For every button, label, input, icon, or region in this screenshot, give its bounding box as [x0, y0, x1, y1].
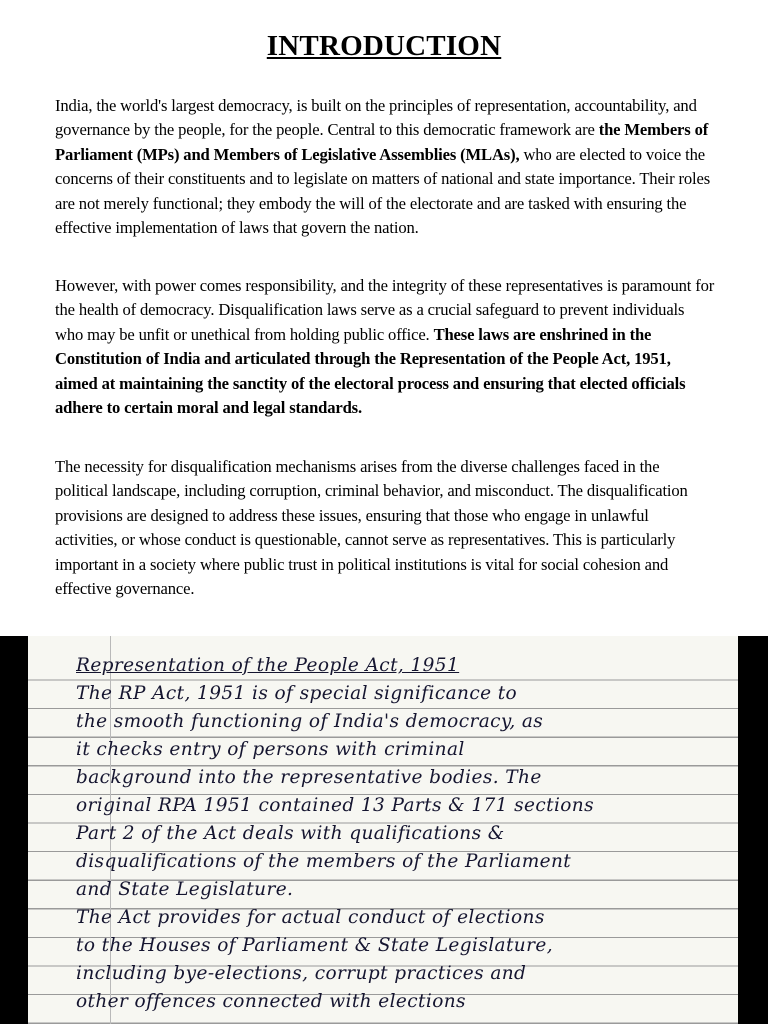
p2-bold-text: These laws are enshrined in the Constitution of India and articulated through the Representation of the People Act, 1951, aimed at maintaining the sanctity of the electoral process and ensuring that elected officials adhere to certain moral and legal standards.: [55, 324, 686, 418]
handwritten-line: the smooth functioning of India's democracy, as: [76, 711, 544, 732]
handwritten-line: to the Houses of Parliament & State Legislature,: [76, 935, 553, 956]
p1-text-end: who are elected to voice the concerns of their constituents and to legislate on matters of national and state importance. Their roles are not merely functional; they embody the will of the electorate and are tasked with ensuring the effective implementation of laws that govern the nation.: [55, 144, 711, 238]
handwritten-line: it checks entry of persons with criminal: [76, 739, 465, 760]
handwritten-line: and State Legislature.: [76, 879, 294, 900]
handwritten-notes: [76, 652, 716, 1016]
disq-label: disqualifications: [76, 851, 237, 872]
p2-text-start: However, with power comes responsibility, and the integrity of these representatives is paramount for the health of democracy. Disqualification laws serve as a crucial safeguard to prevent individuals who may be unfit or unethical from holding public office.: [55, 276, 715, 344]
page-title: INTRODUCTION: [266, 30, 502, 62]
handwritten-line: other offences connected with elections: [76, 991, 466, 1012]
intro-paragraph-3: The necessity for disqualification mechanisms arises from the diverse challenges faced in the political landscape, including corruption, criminal behavior, and misconduct. The disqualification provisions are designed to address these issues, ensuring that those who engage in unlawful activities, or whose conduct is questionable, cannot serve as representatives. This is particularly important in a society where public trust in political institutions is vital for social cohesion and effective governance.: [55, 457, 688, 599]
handwritten-line-disq: [76, 848, 716, 876]
handwritten-line: including bye-elections, corrupt practices and: [76, 963, 527, 984]
handwritten-line: background into the representative bodies. The: [76, 767, 542, 788]
handwritten-heading: Representation of the People Act, 1951: [76, 655, 460, 676]
disq-rest: of the members of the Parliament: [236, 851, 572, 872]
intro-paragraph-1: [55, 94, 715, 240]
handwritten-line: original RPA 1951 contained 13 Parts & 171 sections: [76, 795, 595, 816]
p1-text-start: India, the world's largest democracy, is built on the principles of representation, accountability, and governance by the people, for the people. Central to this democratic framework are: [55, 96, 697, 140]
p1-bold-text: the Members of Parliament (MPs) and Members of Legislative Assemblies (MLAs),: [55, 120, 709, 164]
part2-label: Part 2: [76, 823, 135, 844]
intro-paragraph-2: [55, 274, 715, 420]
part2-rest: of the Act deals with qualifications &: [134, 823, 505, 844]
handwritten-line: The RP Act, 1951 is of special significance to: [76, 683, 518, 704]
handwritten-line: The Act provides for actual conduct of elections: [76, 907, 545, 928]
handwritten-line-part2: [76, 820, 716, 848]
